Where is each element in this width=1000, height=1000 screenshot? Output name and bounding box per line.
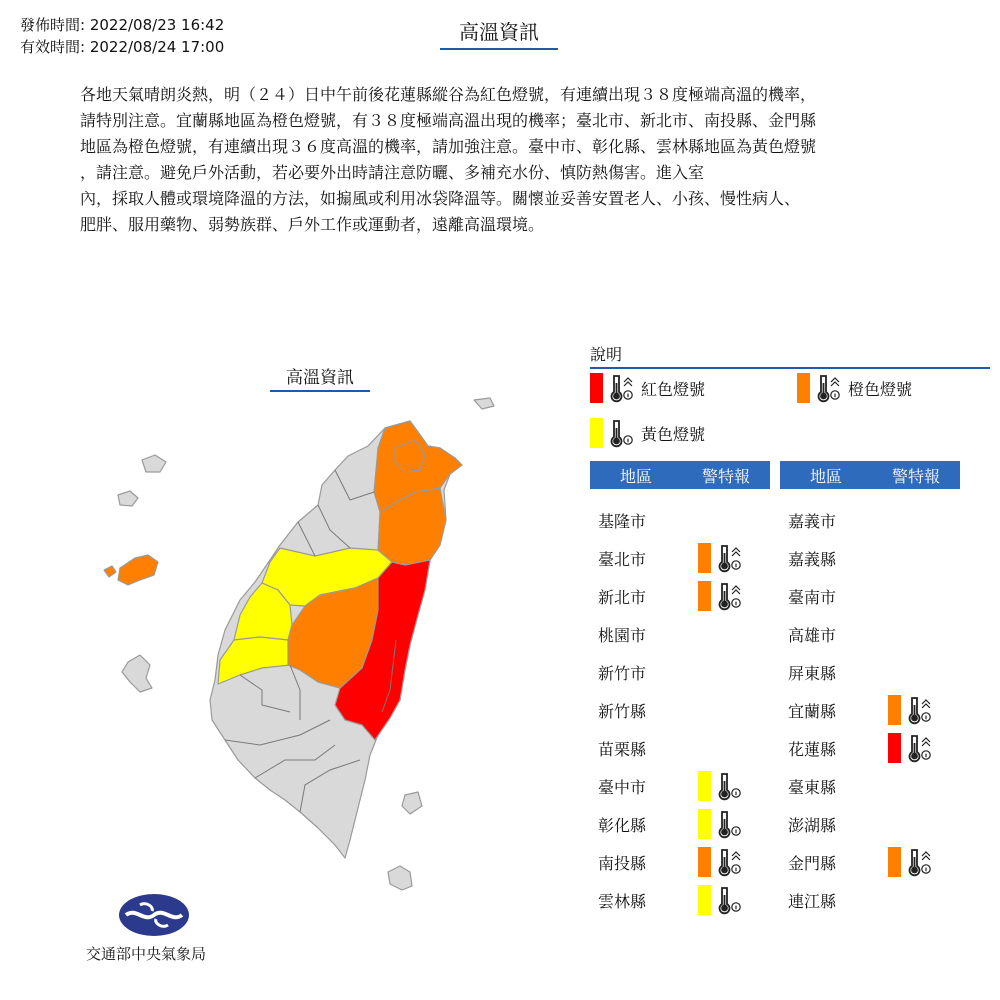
- description-line: 各地天氣晴朗炎熱，明（２４）日中午前後花蓮縣縱谷為紅色燈號，有連續出現３８度極端高溫的機率，: [80, 85, 817, 104]
- description-line: 請特別注意。宜蘭縣地區為橙色燈號，有３８度極端高溫出現的機率；臺北市、新北市、南投縣、金門縣: [80, 111, 817, 130]
- cwb-logo-icon: [118, 893, 190, 937]
- description: [80, 82, 920, 238]
- page-title: 高溫資訊: [440, 18, 558, 50]
- region-row: [788, 847, 933, 877]
- table-header-right: [780, 461, 960, 489]
- region-row: [598, 847, 743, 877]
- description-line: 地區為橙色燈號，有連續出現３６度高溫的機率，請加強注意。臺中市、彰化縣、雲林縣地區為黃色燈號: [80, 137, 817, 156]
- region-row: [788, 695, 933, 725]
- orange-swatch: [797, 373, 810, 403]
- region-name: 新竹縣: [598, 701, 647, 721]
- region-name: 桃園市: [598, 625, 647, 645]
- region-row: [598, 543, 743, 573]
- region-row: [788, 543, 888, 573]
- yellow-warning-swatch: [698, 809, 711, 839]
- region-kinmen: [118, 555, 158, 585]
- yellow-warning-swatch: [698, 771, 711, 801]
- legend-orange: [797, 373, 912, 403]
- region-name: 金門縣: [788, 853, 837, 873]
- region-row: [598, 885, 743, 915]
- legend-red-label: 紅色燈號: [641, 379, 706, 399]
- column-warning: 警特報: [891, 466, 940, 486]
- region-row: [788, 809, 888, 839]
- orange-warning-swatch: [698, 581, 711, 611]
- region-row: [788, 885, 888, 915]
- region-name: 宜蘭縣: [788, 701, 837, 721]
- region-name: 臺中市: [598, 777, 647, 797]
- thermometer-icon: [717, 771, 743, 801]
- region-name: 雲林縣: [598, 891, 647, 911]
- agency-name: 交通部中央氣象局: [86, 945, 207, 963]
- region-row: [788, 771, 888, 801]
- region-name: 嘉義市: [788, 511, 837, 531]
- region-matsu: [142, 455, 166, 472]
- thermometer-hot-icon: [816, 373, 842, 403]
- region-row: [598, 695, 698, 725]
- region-row: [598, 733, 698, 763]
- orange-warning-swatch: [888, 695, 901, 725]
- region-row: [598, 657, 698, 687]
- column-region: 地區: [809, 466, 842, 486]
- column-region: 地區: [619, 466, 652, 486]
- region-name: 臺北市: [598, 549, 647, 569]
- legend-orange-label: 橙色燈號: [848, 379, 913, 399]
- region-name: 彰化縣: [598, 815, 647, 835]
- region-row: [598, 505, 698, 535]
- region-name: 南投縣: [598, 853, 647, 873]
- region-name: 屏東縣: [788, 663, 837, 683]
- region-name: 臺東縣: [788, 777, 837, 797]
- region-row: [598, 809, 743, 839]
- legend-yellow-label: 黃色燈號: [641, 424, 706, 444]
- valid-time: 有效時間: 2022/08/24 17:00: [20, 38, 225, 56]
- region-kinmen-islet: [104, 566, 116, 577]
- region-row: [788, 733, 933, 763]
- region-row: [788, 657, 888, 687]
- column-warning: 警特報: [701, 466, 750, 486]
- region-name: 新北市: [598, 587, 647, 607]
- region-orchid-island: [388, 866, 412, 890]
- region-name: 澎湖縣: [788, 815, 837, 835]
- red-warning-swatch: [888, 733, 901, 763]
- orange-warning-swatch: [888, 847, 901, 877]
- region-name: 新竹市: [598, 663, 647, 683]
- thermometer-hot-icon: [907, 695, 933, 725]
- red-swatch: [590, 373, 603, 403]
- region-matsu-islet: [474, 398, 494, 409]
- legend-yellow: [590, 418, 705, 448]
- issue-info: [20, 14, 224, 58]
- taiwan-map: [95, 390, 515, 910]
- region-row: [598, 619, 698, 649]
- region-name: 基隆市: [598, 511, 647, 531]
- thermometer-hot-icon: [717, 847, 743, 877]
- table-header-left: [590, 461, 770, 489]
- thermometer-hot-icon: [717, 543, 743, 573]
- description-line: 內，採取人體或環境降溫的方法，如搧風或利用冰袋降溫等。關懷並妥善安置老人、小孩、慢性病人、: [80, 189, 801, 208]
- description-line: 肥胖、服用藥物、弱勢族群、戶外工作或運動者，遠離高溫環境。: [80, 215, 545, 234]
- thermometer-icon: [609, 418, 635, 448]
- region-name: 連江縣: [788, 891, 837, 911]
- issued-time: 發佈時間: 2022/08/23 16:42: [20, 16, 225, 34]
- yellow-warning-swatch: [698, 885, 711, 915]
- region-penghu: [122, 655, 152, 692]
- region-row: [598, 581, 743, 611]
- region-matsu-islet: [118, 491, 138, 506]
- legend-title: 說明: [590, 343, 990, 369]
- region-name: 苗栗縣: [598, 739, 647, 759]
- description-line: ，請注意。避免戶外活動，若必要外出時請注意防曬、多補充水份、慎防熱傷害。進入室: [80, 163, 705, 182]
- thermometer-icon: [717, 809, 743, 839]
- thermometer-hot-icon: [717, 581, 743, 611]
- region-row: [788, 505, 888, 535]
- region-name: 嘉義縣: [788, 549, 837, 569]
- region-green-island: [402, 792, 422, 814]
- yellow-swatch: [590, 418, 603, 448]
- region-row: [788, 581, 888, 611]
- map-title: 高溫資訊: [270, 366, 370, 392]
- thermometer-icon: [717, 885, 743, 915]
- thermometer-hot-icon: [609, 373, 635, 403]
- orange-warning-swatch: [698, 543, 711, 573]
- orange-warning-swatch: [698, 847, 711, 877]
- region-name: 臺南市: [788, 587, 837, 607]
- region-row: [598, 771, 743, 801]
- region-row: [788, 619, 888, 649]
- region-name: 高雄市: [788, 625, 837, 645]
- region-name: 花蓮縣: [788, 739, 837, 759]
- thermometer-hot-icon: [907, 847, 933, 877]
- thermometer-hot-icon: [907, 733, 933, 763]
- legend-red: [590, 373, 705, 403]
